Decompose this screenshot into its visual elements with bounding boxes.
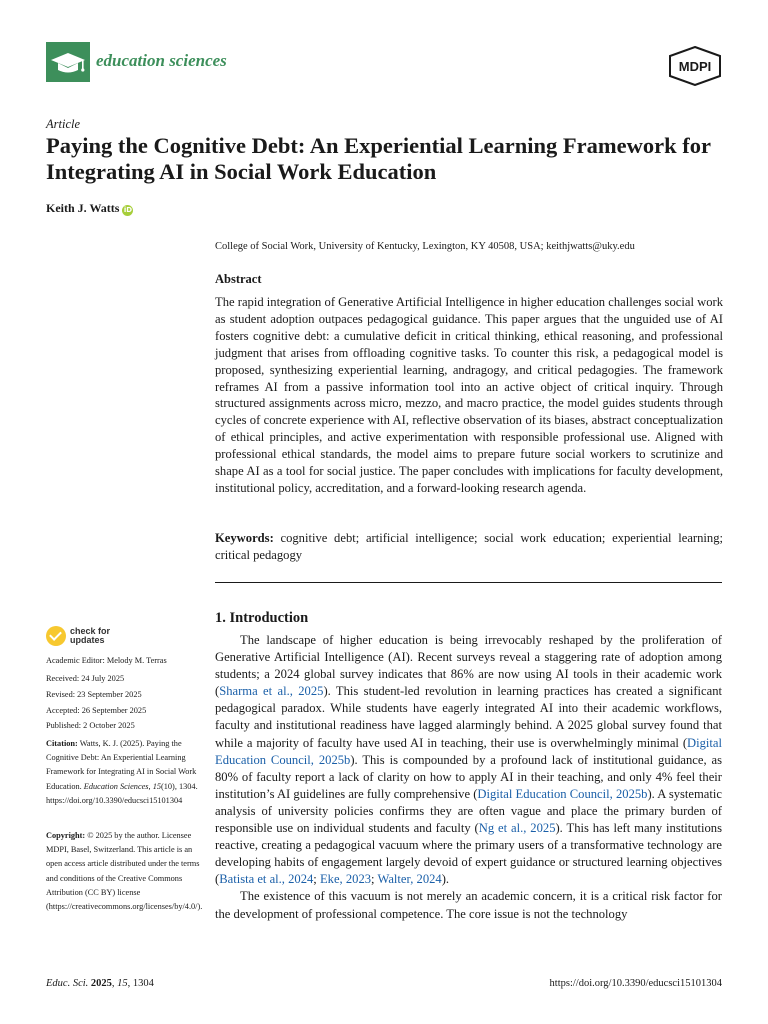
citation-text: Watts, K. J. (2025). Paying the Cognitive Debt: An Experiential Learning Framework for Integrating AI in Social Work Education. xyxy=(46,739,197,791)
mdpi-logo-graphic xyxy=(667,46,723,86)
author-name: Keith J. Watts xyxy=(46,201,120,215)
section-divider xyxy=(215,582,722,583)
citation-link[interactable]: Digital Education Council, 2025b xyxy=(215,735,722,767)
citation-link[interactable]: Eke, 2023 xyxy=(319,872,372,887)
citation-label: Citation: xyxy=(46,739,78,748)
copyright-label: Copyright: xyxy=(46,831,86,840)
citation-journal: Education Sciences xyxy=(83,781,149,791)
publisher-name: MDPI xyxy=(678,59,712,74)
affiliation: College of Social Work, University of Kentucky, Lexington, KY 40508, USA; keithjwatts@uky.edu xyxy=(215,241,635,252)
received-date: Received: 24 July 2025 xyxy=(46,674,125,683)
footer-journal-abbr: Educ. Sci. xyxy=(46,978,89,989)
article-type: Article xyxy=(46,117,81,131)
keywords-list: cognitive debt; artificial intelligence; social work education; experiential learning; critical pedagogy xyxy=(215,531,723,562)
citation-link[interactable]: Digital Education Council, 2025b xyxy=(477,786,648,801)
orcid-icon[interactable]: iD xyxy=(123,206,133,214)
citation-volume: 15 xyxy=(152,781,161,791)
footer-doi-link[interactable]: https://doi.org/10.3390/educsci15101304 xyxy=(549,978,722,989)
paragraph: The existence of this vacuum is not merely an academic concern, it is a critical risk factor for the development of professional competence. The core issue is not the technology xyxy=(215,889,722,921)
abstract-text: The rapid integration of Generative Artificial Intelligence in higher education challenges social work as student adoption outpaces pedagogical guidance. This paper argues that the unguided use of AI fosters cognitive debt: a cumulative deficit in critical thinking, ethical reasoning, and professional judgment that arises from offloading cognitive tasks. To counter this risk, a pedagogical model is proposed, synthesizing experiential learning, andragogy, and critical pedagogies. The framework reframes AI from a passive information tool into an active object of critical inquiry. Through structured assignments across micro, mezzo, and macro practice, the model guides students through cycles of concrete experience with AI, reflective observation of its biases, abstract conceptualization of ethical principles, and active experimentation with responsible professional use. Aligned with professional ethical standards, the model aims to prepare future social workers to scrutinize and shape AI as a tool for social justice. The paper concludes with implications for faculty development, institutional policy, accreditation, and a forward-looking research agenda. xyxy=(215,295,723,495)
citation-link[interactable]: Batista et al., 2024 xyxy=(219,872,314,887)
copyright-text: © 2025 by the author. Licensee MDPI, Basel, Switzerland. This article is an open access article distributed under the terms and conditions of the Creative Commons Attribution (CC BY) license (https://creativecommons.org/licenses/by/4.0/). xyxy=(46,831,203,912)
citation-doi-link[interactable]: https://doi.org/10.3390/educsci15101304 xyxy=(46,795,183,805)
citation-link[interactable]: Sharma et al., 2025 xyxy=(219,684,324,699)
journal-logo[interactable] xyxy=(46,42,90,82)
copyright-block xyxy=(46,829,201,914)
abstract-heading: Abstract xyxy=(215,272,262,286)
citation-link[interactable]: Walter, 2024 xyxy=(377,872,442,887)
citation-block: Citation: Watts, K. J. (2025). Paying the Cognitive Debt: An Experiential Learning Framework for Integrating AI in Social Work Education. Education Sciences, 15(10), 1304. https://doi.org/10.3390/educsci15101304 xyxy=(46,739,198,805)
mdpi-logo[interactable] xyxy=(667,46,723,86)
citation-issue: (10), 1304. xyxy=(161,781,198,791)
footer-year: 2025 xyxy=(90,978,112,989)
footer-article-number: 1304 xyxy=(132,978,154,989)
section-heading-introduction: 1. Introduction xyxy=(215,610,309,626)
graduation-cap-icon xyxy=(46,42,90,82)
footer-citation: Educ. Sci. 2025, 15, 1304 xyxy=(46,978,154,989)
accepted-date: Accepted: 26 September 2025 xyxy=(46,706,147,715)
introduction-body xyxy=(215,632,722,923)
check-for-updates-label: check for updates xyxy=(70,626,111,645)
check-for-updates-button[interactable] xyxy=(46,626,126,648)
paragraph: The landscape of higher education is being irrevocably reshaped by the proliferation of Generative Artificial Intelligence (AI). Recent surveys reveal a staggering rate of adoption among students; a 2024 global survey indicates that 86% are now using AI tools in their academic work (Sharma et al., 2025). This student-led revolution in learning practices has created a significant pedagogical paradox. While students have eagerly integrated AI into their academic workflows, faculty and institutional readiness have lagged alarmingly behind. A 2025 global survey found that while a majority of faculty have used AI in teaching, their use is overwhelmingly minimal (Digital Education Council, 2025b). This is compounded by a profound lack of institutional guidance, as 80% of faculty report a lack of clarity on how to apply AI in their teaching, and only 4% feel their institution’s AI guidelines are fully comprehensive (Digital Education Council, 2025b). A systematic analysis of university policies confirms they are often vague and place the primary burden of responsible use on individual students and faculty (Ng et al., 2025). This has left many institutions reactive, creating a pedagogical vacuum where the primary users of a transformative technology are developing habits of engagement largely devoid of expert guidance or structured learning objectives (Batista et al., 2024; Eke, 2023; Walter, 2024). xyxy=(215,633,723,887)
keywords xyxy=(215,530,723,564)
academic-editor: Academic Editor: Melody M. Terras xyxy=(46,656,167,665)
journal-name[interactable]: education sciences xyxy=(96,51,227,70)
keywords-label: Keywords: xyxy=(215,531,274,545)
article-title: Paying the Cognitive Debt: An Experiential Learning Framework for Integrating AI in Social Work Education xyxy=(46,133,711,184)
citation-link[interactable]: Ng et al., 2025 xyxy=(478,821,556,836)
check-for-updates-icon xyxy=(46,626,66,646)
published-date: Published: 2 October 2025 xyxy=(46,721,135,730)
author-line xyxy=(46,201,133,216)
footer-volume: 15 xyxy=(117,978,128,989)
revised-date: Revised: 23 September 2025 xyxy=(46,690,142,699)
